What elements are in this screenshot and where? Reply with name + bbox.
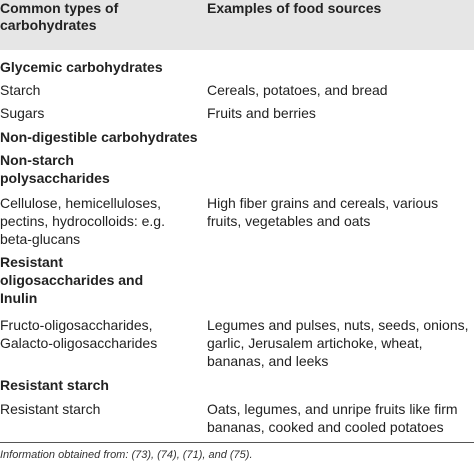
table-header — [0, 0, 474, 50]
header-food-sources: Examples of food sources — [207, 0, 382, 16]
table-bottom-rule — [0, 442, 474, 443]
carb-type-cell: Sugars — [0, 105, 45, 121]
table-footnote: Information obtained from: (73), (74), (71), and (75). — [0, 449, 253, 461]
section-title-glycemic: Glycemic carbohydrates — [0, 59, 163, 75]
food-source-cell: Oats, legumes, and unripe fruits like firm bananas, cooked and cooled potatoes — [207, 401, 458, 435]
carb-type-cell: Starch — [0, 82, 41, 98]
carb-type-cell: Fructo-oligosaccharides, Galacto-oligosaccharides — [0, 317, 158, 351]
section-title-non-digestible: Non-digestible carbohydrates — [0, 129, 198, 145]
header-carbohydrate-types: Common types of carbohydrates — [0, 0, 119, 33]
carb-type-cell: Resistant starch — [0, 401, 101, 417]
carb-type-cell: Cellulose, hemicelluloses, pectins, hydrocolloids: e.g. beta-glucans — [0, 195, 165, 247]
food-source-cell: Legumes and pulses, nuts, seeds, onions, garlic, Jerusalem artichoke, wheat, bananas, and leeks — [207, 317, 469, 369]
food-source-cell: High fiber grains and cereals, various fruits, vegetables and oats — [207, 195, 439, 229]
section-title-resistant-oligosaccharides: Resistant oligosaccharides and Inulin — [0, 254, 144, 306]
section-title-non-starch: Non-starch polysaccharides — [0, 152, 110, 186]
section-title-resistant-starch: Resistant starch — [0, 377, 109, 393]
food-source-cell: Fruits and berries — [207, 105, 316, 121]
food-source-cell: Cereals, potatoes, and bread — [207, 82, 388, 98]
